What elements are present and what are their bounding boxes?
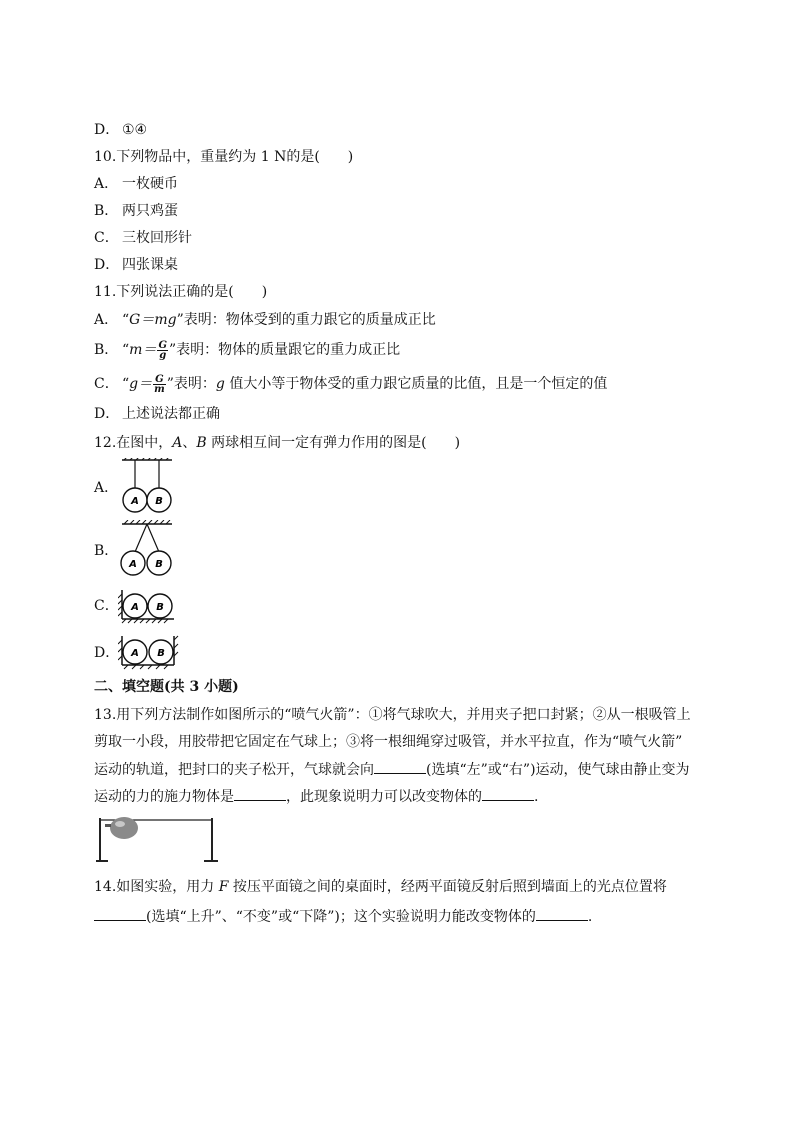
- q13-line-3: [94, 759, 690, 780]
- line-text-pre: (选填“上升”、“不变”或“下降”)；这个实验说明力能改变物体的: [146, 909, 536, 925]
- q12-option-a-label: A．: [94, 480, 119, 496]
- fraction: [153, 375, 166, 394]
- q10-option-c: [94, 228, 192, 248]
- q12-option-d-label: D．: [94, 645, 120, 661]
- quote-close: ”: [169, 342, 177, 358]
- answer-blank-effect[interactable]: [482, 786, 534, 801]
- q12-figure-c: [118, 588, 178, 624]
- stem-sep: 、: [182, 435, 197, 451]
- quote-close: ”: [176, 312, 184, 328]
- line-text-pre: 运动的力的施力物体是: [94, 789, 234, 805]
- line-text-post: 按压平面镜之间的桌面时，经两平面镜反射后照到墙面上的光点位置将: [228, 879, 667, 895]
- q11-option-c: [94, 374, 607, 394]
- q14-line-2: [94, 906, 592, 927]
- variable: g: [215, 376, 225, 392]
- q13-line-2: 剪取一小段，用胶带把它固定在气球上；③将一根细绳穿过吸管，并水平拉直，作为“喷气火箭”: [94, 734, 683, 750]
- line-text-end: .: [587, 909, 593, 925]
- ball-b-label: B: [155, 496, 163, 507]
- option-letter: D．: [94, 406, 120, 422]
- q9-option-d: [94, 120, 147, 140]
- q10-option-a: [94, 174, 178, 194]
- quote-open: “: [122, 342, 130, 358]
- option-text: 四张课桌: [122, 257, 178, 273]
- q10-option-d: [94, 255, 178, 275]
- q11-option-b: [94, 340, 400, 360]
- answer-blank-source[interactable]: [234, 786, 286, 801]
- quote-open: “: [122, 312, 130, 328]
- option-text: 表明：物体受到的重力跟它的质量成正比: [183, 312, 436, 328]
- q12-figure-d: [118, 634, 180, 670]
- stem-post: 两球相互间一定有弹力作用的图是( ): [206, 435, 461, 451]
- ball-b-label: B: [156, 602, 164, 613]
- q11-option-a: [94, 310, 436, 330]
- q11-option-d: [94, 404, 220, 424]
- option-letter: C．: [94, 376, 119, 392]
- balloon: [110, 817, 138, 839]
- option-letter: C．: [94, 230, 119, 246]
- balloon-highlight: [115, 821, 125, 827]
- ball-b-label: B: [155, 559, 163, 570]
- option-letter: A．: [94, 312, 119, 328]
- quote-open: “: [122, 376, 130, 392]
- answer-blank-shape[interactable]: [536, 906, 588, 921]
- fraction-numerator: G: [153, 375, 166, 385]
- ball-a-label: A: [131, 648, 139, 659]
- ball-a-label: A: [131, 602, 139, 613]
- option-text: 三枚回形针: [122, 230, 192, 246]
- option-text-post: 值大小等于物体受的重力跟它质量的比值，且是一个恒定的值: [224, 376, 608, 392]
- q13-line-4: [94, 786, 538, 807]
- formula-lhs: g＝: [129, 376, 153, 392]
- option-text: ①④: [122, 122, 148, 138]
- line-text-pre: 14.如图实验，用力: [94, 879, 219, 895]
- string-a: [135, 524, 147, 552]
- option-text: 两只鸡蛋: [122, 203, 178, 219]
- formula: G＝mg: [129, 312, 177, 328]
- line-text-end: .: [534, 789, 539, 805]
- option-letter: B．: [94, 342, 119, 358]
- q12-figure-a: [118, 458, 178, 516]
- force-var: F: [218, 879, 229, 895]
- ball-a-label: A: [129, 559, 137, 570]
- q12-stem: [94, 433, 460, 453]
- option-text: 上述说法都正确: [122, 406, 220, 422]
- option-text-pre: 表明：: [173, 376, 216, 392]
- line-text-pre: 运动的轨道，把封口的夹子松开，气球就会向: [94, 762, 374, 778]
- ball-b-label: B: [157, 648, 165, 659]
- ball-a-label: A: [131, 496, 139, 507]
- option-letter: A．: [94, 176, 119, 192]
- fraction-numerator: G: [158, 339, 167, 351]
- option-text: 一枚硬币: [122, 176, 178, 192]
- option-letter: B．: [94, 203, 119, 219]
- q14-line-1: [94, 877, 667, 897]
- q12-option-b-label: B．: [94, 543, 119, 559]
- fraction: [157, 341, 168, 360]
- stem-var-b: B: [196, 435, 207, 451]
- quote-close: ”: [166, 376, 174, 392]
- q11-stem: 11.下列说法正确的是( ): [94, 284, 268, 300]
- formula-lhs: m＝: [129, 342, 157, 358]
- stem-pre: 12.在图中，: [94, 435, 173, 451]
- line-text-post: (选填“左”或“右”)运动，使气球由静止变为: [426, 762, 690, 778]
- fraction-denominator: g: [159, 349, 167, 361]
- clip: [105, 824, 111, 827]
- answer-blank-direction[interactable]: [374, 759, 426, 774]
- fraction-denominator: m: [154, 383, 165, 395]
- section-title: 二、填空题(共 3 小题): [94, 679, 239, 695]
- option-letter: D．: [94, 122, 120, 138]
- answer-blank-light-spot[interactable]: [94, 906, 146, 921]
- q10-stem: 10.下列物品中，重量约为 1 N的是( ): [94, 149, 354, 165]
- q13-balloon-rocket-figure: [96, 812, 220, 868]
- stem-var-a: A: [172, 435, 183, 451]
- option-text: 表明：物体的质量跟它的重力成正比: [176, 342, 401, 358]
- option-letter: D．: [94, 257, 120, 273]
- string-b: [147, 524, 159, 552]
- q10-option-b: [94, 201, 178, 221]
- q12-option-c-label: C．: [94, 598, 119, 614]
- q13-line-1: 13.用下列方法制作如图所示的“喷气火箭”：①将气球吹大，并用夹子把口封紧；②从一根吸管上: [94, 707, 691, 723]
- q12-figure-b: [118, 520, 178, 580]
- line-text-mid: ，此现象说明力可以改变物体的: [286, 789, 482, 805]
